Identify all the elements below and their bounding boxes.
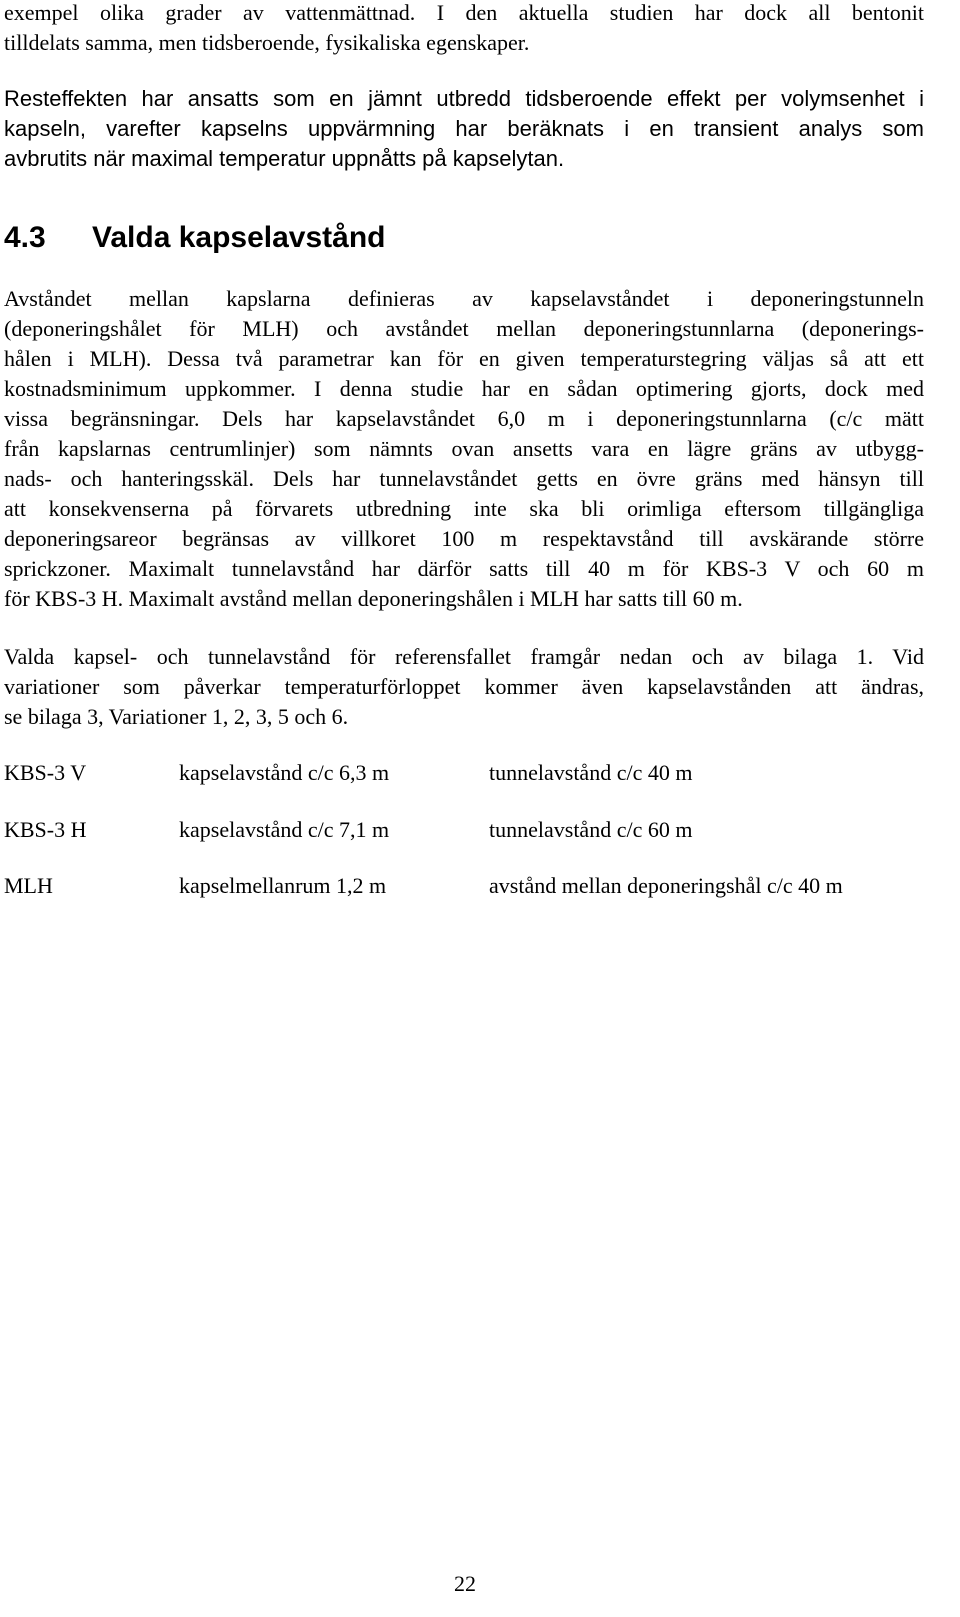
text-line: tilldelats samma, men tidsberoende, fysikaliska egenskaper.	[4, 30, 530, 55]
text-line: variationer som påverkar temperaturförloppet kommer även kapselavstånden att ändras,	[4, 674, 924, 699]
text-line: för KBS-3 H. Maximalt avstånd mellan deponeringshålen i MLH har satts till 60 m.	[4, 586, 743, 611]
text-line: sprickzoner. Maximalt tunnelavstånd har därför satts till 40 m för KBS-3 V och 60 m	[4, 556, 924, 581]
text-line: från kapslarnas centrumlinjer) som nämnts ovan ansetts vara en lägre gräns av utbygg-	[4, 436, 924, 461]
text-line: nads- och hanteringsskäl. Dels har tunnelavståndet getts en övre gräns med hänsyn till	[4, 466, 924, 491]
capsule-spacing-cell: kapselmellanrum 1,2 m	[179, 873, 387, 898]
section-heading	[4, 218, 386, 258]
text-line: kapseln, varefter kapselns uppvärmning har beräknats i en transient analys som	[4, 116, 924, 141]
text-line: exempel olika grader av vattenmättnad. I den aktuella studien har dock all bentonit	[4, 0, 924, 25]
text-line: vissa begränsningar. Dels har kapselavståndet 6,0 m i deponeringstunnlarna (c/c mätt	[4, 406, 924, 431]
concept-cell: KBS-3 H	[4, 817, 87, 842]
capsule-spacing-cell: kapselavstånd c/c 6,3 m	[179, 760, 390, 785]
concept-cell: MLH	[4, 873, 53, 898]
page-number: 22	[454, 1571, 476, 1596]
table-row	[4, 758, 944, 788]
text-line: (deponeringshålet för MLH) och avståndet mellan deponeringstunnlarna (deponerings-	[4, 316, 924, 341]
text-line: Avståndet mellan kapslarna definieras av kapselavståndet i deponeringstunneln	[4, 286, 924, 311]
paragraph-capsule-spacing	[4, 284, 924, 614]
paragraph-continuation	[4, 0, 924, 58]
paragraph-residual-effect	[4, 84, 924, 174]
capsule-spacing-cell: kapselavstånd c/c 7,1 m	[179, 817, 390, 842]
text-line: deponeringsareor begränsas av villkoret 100 m respektavstånd till avskärande större	[4, 526, 924, 551]
text-line: Valda kapsel- och tunnelavstånd för referensfallet framgår nedan och av bilaga 1. Vid	[4, 644, 924, 669]
text-line: Resteffekten har ansatts som en jämnt utbredd tidsberoende effekt per volymsenhet i	[4, 86, 924, 111]
section-title: Valda kapselavstånd	[92, 221, 386, 254]
text-line: se bilaga 3, Variationer 1, 2, 3, 5 och 6.	[4, 704, 349, 729]
text-line: hålen i MLH). Dessa två parametrar kan för en given temperaturstegring väljas så att ett	[4, 346, 924, 371]
paragraph-selected-spacings	[4, 642, 924, 732]
table-row	[4, 871, 944, 901]
section-number: 4.3	[4, 221, 46, 254]
table-row	[4, 815, 944, 845]
text-line: kostnadsminimum uppkommer. I denna studie har en sådan optimering gjorts, dock med	[4, 376, 924, 401]
tunnel-spacing-cell: avstånd mellan deponeringshål c/c 40 m	[489, 873, 843, 898]
tunnel-spacing-cell: tunnelavstånd c/c 40 m	[489, 760, 693, 785]
text-line: avbrutits när maximal temperatur uppnåtts på kapselytan.	[4, 146, 565, 171]
tunnel-spacing-cell: tunnelavstånd c/c 60 m	[489, 817, 693, 842]
concept-cell: KBS-3 V	[4, 760, 87, 785]
text-line: att konsekvenserna på förvarets utbredning inte ska bli orimliga eftersom tillgängliga	[4, 496, 924, 521]
